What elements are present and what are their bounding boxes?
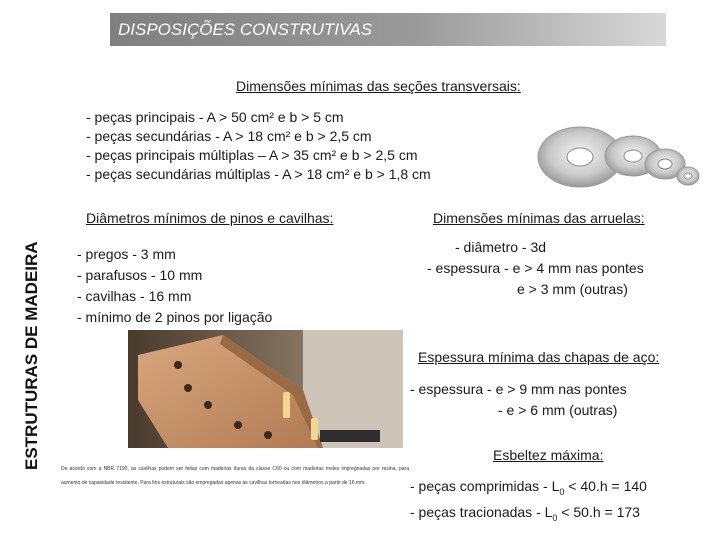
pins-heading: Diâmetros mínimos de pinos e cavilhas: <box>86 210 334 226</box>
list-item: - peças principais múltiplas – A > 35 cm² e b > 2,5 cm <box>86 147 418 163</box>
washers-list <box>427 237 644 300</box>
slenderness-list <box>410 476 647 528</box>
slenderness-item-text: < 40.h = 140 <box>564 478 647 494</box>
side-title: ESTRUTURAS DE MADEIRA <box>22 241 41 470</box>
washers-image <box>535 122 700 192</box>
sections-list <box>86 108 431 184</box>
slenderness-item-text: - peças comprimidas - L <box>410 478 560 494</box>
plates-list <box>410 379 627 421</box>
list-item: - peças secundárias - A > 18 cm² e b > 2,5 cm <box>86 128 372 144</box>
list-item: - mínimo de 2 pinos por ligação <box>77 309 273 325</box>
caption-text: De acordo com a NBR 7190, as cavilhas podem ser feitas com madeiras duras da classe C60 ou com madeiras moles impregnadas por resina, para aumento de capacidade resistente. Para fins estruturais são empregadas apenas as cavilhas torneadas nos diâmetros a partir de 16 mm. <box>61 466 409 486</box>
list-item: - pregos - 3 mm <box>77 246 176 262</box>
list-item: - parafusos - 10 mm <box>77 267 203 283</box>
subscript: 0 <box>559 486 565 497</box>
washers-heading: Dimensões mínimas das arruelas: <box>433 210 645 226</box>
slenderness-item-text: < 50.h = 173 <box>557 503 640 520</box>
title-bar <box>110 13 666 46</box>
slenderness-heading: Esbeltez máxima: <box>493 447 604 463</box>
page-title: DISPOSIÇÕES CONSTRUTIVAS <box>118 20 373 39</box>
list-item: - peças secundárias múltiplas - A > 18 cm² e b > 1,8 cm <box>86 166 431 182</box>
list-item: - cavilhas - 16 mm <box>77 288 192 304</box>
wood-dowels-photo <box>128 330 403 448</box>
plates-heading: Espessura mínima das chapas de aço: <box>418 349 660 365</box>
pins-list <box>77 244 272 328</box>
list-item: - espessura - e > 9 mm nas pontes <box>410 381 627 397</box>
slenderness-item-text: - peças tracionadas - L <box>410 503 553 520</box>
subscript: 0 <box>552 512 558 523</box>
list-item: - peças principais - A > 50 cm² e b > 5 cm <box>86 109 344 125</box>
list-item: e > 3 mm (outras) <box>517 281 628 297</box>
list-item <box>410 502 647 528</box>
list-item: - diâmetro - 3d <box>455 239 547 255</box>
list-item: - e > 6 mm (outras) <box>498 402 618 418</box>
list-item: - espessura - e > 4 mm nas pontes <box>427 260 644 276</box>
list-item <box>410 476 647 502</box>
sections-heading: Dimensões mínimas das seções transversais: <box>236 78 521 94</box>
